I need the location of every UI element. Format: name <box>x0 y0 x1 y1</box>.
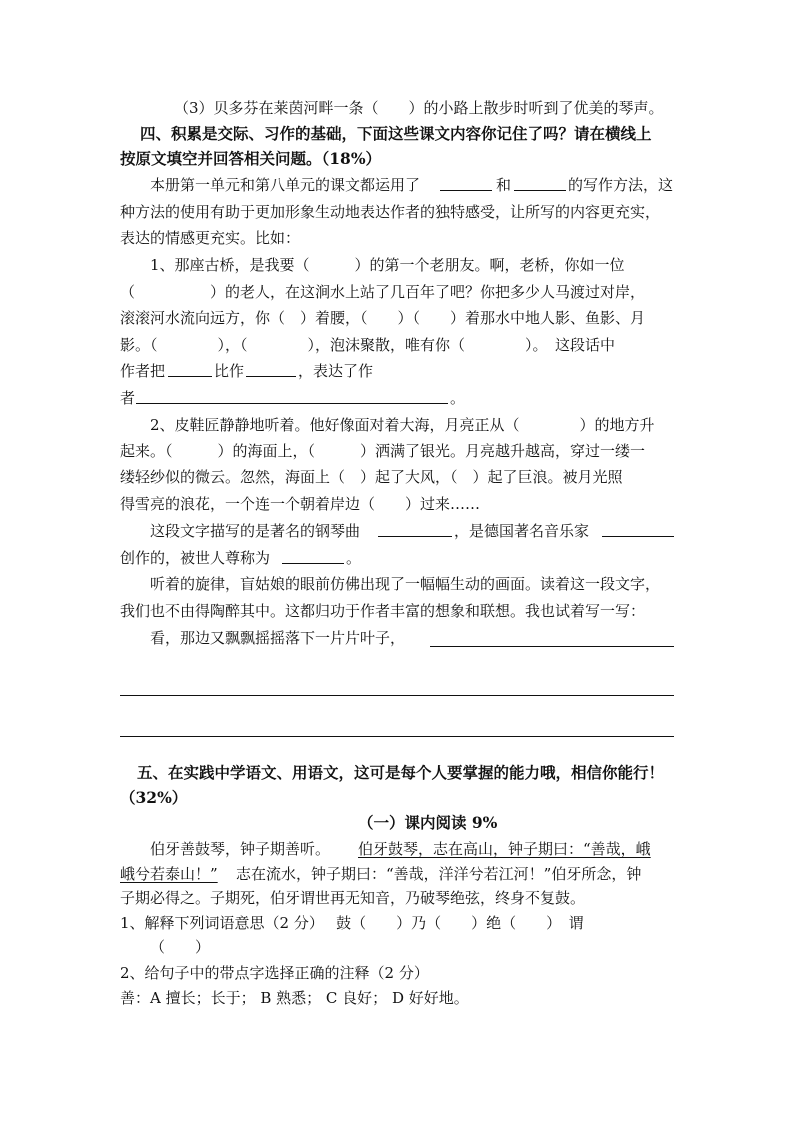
writing-line[interactable] <box>430 646 674 647</box>
exercise-2-options: 善：A 擅长；长于； B 熟悉； C 良好； D 好好地。 <box>120 989 469 1007</box>
q3-line2-a: 创作的，被世人尊称为 <box>120 549 271 567</box>
q1-line1: 1、那座古桥，是我要（ ）的第一个老朋友。啊，老桥，你如一位 <box>150 256 625 274</box>
blank-line[interactable] <box>168 376 212 377</box>
blank-line[interactable] <box>514 190 566 191</box>
q2-line2: 起来。（ ）的海面上，（ ）洒满了银光。月亮越升越高，穿过一缕一 <box>120 442 646 460</box>
exercise-1-line1: 1、解释下列词语意思（2 分） 鼓（ ）乃（ ）绝（ ） 谓 <box>120 914 584 932</box>
section-4-heading: 四、积累是交际、习作的基础，下面这些课文内容你记住了吗？请在横线上 <box>140 124 652 143</box>
para1-line2: 种方法的使用有助于更加形象生动地表达作者的独特感受，让所写的内容更充实， <box>120 203 661 221</box>
writing-line[interactable] <box>120 736 674 737</box>
q1-line4: 影。（ ），（ ），泡沫聚散，唯有你（ ）。 这段话中 <box>120 336 616 354</box>
exercise-2: 2、给句子中的带点字选择正确的注释（2 分） <box>120 964 429 982</box>
blank-line[interactable] <box>246 376 296 377</box>
q1-line2: （ ）的老人，在这涧水上站了几百年了吧？你把多少人马渡过对岸， <box>120 283 646 301</box>
q3-line1-b: ，是德国著名音乐家 <box>454 522 590 540</box>
q4-line3: 看，那边又飘飘摇摇落下一片片叶子， <box>150 629 406 647</box>
blank-line[interactable] <box>378 536 452 537</box>
q4-line2: 我们也不由得陶醉其中。这都归功于作者丰富的想象和联想。我也试着写一写： <box>120 602 646 620</box>
q4-line1: 听着的旋律，盲姑娘的眼前仿佛出现了一幅幅生动的画面。读着这一段文字， <box>150 575 661 593</box>
para1-line1-a: 本册第一单元和第八单元的课文都运用了 <box>150 176 421 194</box>
reading-line3: 子期必得之。子期死，伯牙谓世再无知音，乃破琴绝弦，终身不复鼓。 <box>120 889 586 907</box>
para1-line1-b: 和 <box>496 176 512 194</box>
q1-line5-b: 比作 <box>214 362 245 380</box>
q1-line3: 滚滚河水流向远方，你（ ）着腰，（ ）（ ）着那水中地人影、鱼影、月 <box>120 309 646 327</box>
q1-line6-a: 者 <box>120 389 136 407</box>
blank-line[interactable] <box>440 190 492 191</box>
q1-line6-b: 。 <box>450 389 466 407</box>
q2-line4: 得雪亮的浪花，一个连一个朝着岸边（ ）过来…… <box>120 495 481 513</box>
para1-line1-c: 的写作方法，这 <box>568 176 674 194</box>
section-4-heading-cont: 按原文填空并回答相关问题。（18%） <box>120 149 382 168</box>
q1-line5-c: ，表达了作 <box>298 362 374 380</box>
q1-line5-a: 作者把 <box>120 362 166 380</box>
section-5-heading-cont: （32%） <box>120 788 188 807</box>
blank-line[interactable] <box>282 563 344 564</box>
writing-line[interactable] <box>120 695 674 696</box>
question-3-line: （3）贝多芬在莱茵河畔一条（ ）的小路上散步时听到了优美的琴声。 <box>174 99 664 117</box>
reading-line2-b: 志在流水，钟子期曰：“善哉，洋洋兮若江河！”伯牙所念，钟 <box>236 865 642 883</box>
section-5-heading: 五、在实践中学语文、用语文，这可是每个人要掌握的能力哦，相信你能行！ <box>137 763 665 782</box>
reading-line2-a: 峨兮若泰山！” <box>120 865 218 883</box>
subsection-1-heading: （一）课内阅读 9% <box>358 813 498 832</box>
q3-line1-a: 这段文字描写的是著名的钢琴曲 <box>150 522 361 540</box>
reading-line1-a: 伯牙善鼓琴，钟子期善听。 <box>150 840 331 858</box>
blank-line[interactable] <box>136 403 448 404</box>
para1-line3: 表达的情感更充实。比如： <box>120 229 301 247</box>
q3-line2-b: 。 <box>346 549 362 567</box>
q2-line1: 2、皮鞋匠静静地听着。他好像面对着大海，月亮正从（ ）的地方升 <box>150 416 655 434</box>
exercise-1-line2: （ ） <box>150 938 211 956</box>
blank-line[interactable] <box>602 536 674 537</box>
q2-line3: 缕轻纱似的微云。忽然，海面上（ ）起了大风，（ ）起了巨浪。被月光照 <box>120 468 623 486</box>
reading-line1-b: 伯牙鼓琴，志在高山，钟子期曰：“善哉，峨 <box>358 840 651 858</box>
